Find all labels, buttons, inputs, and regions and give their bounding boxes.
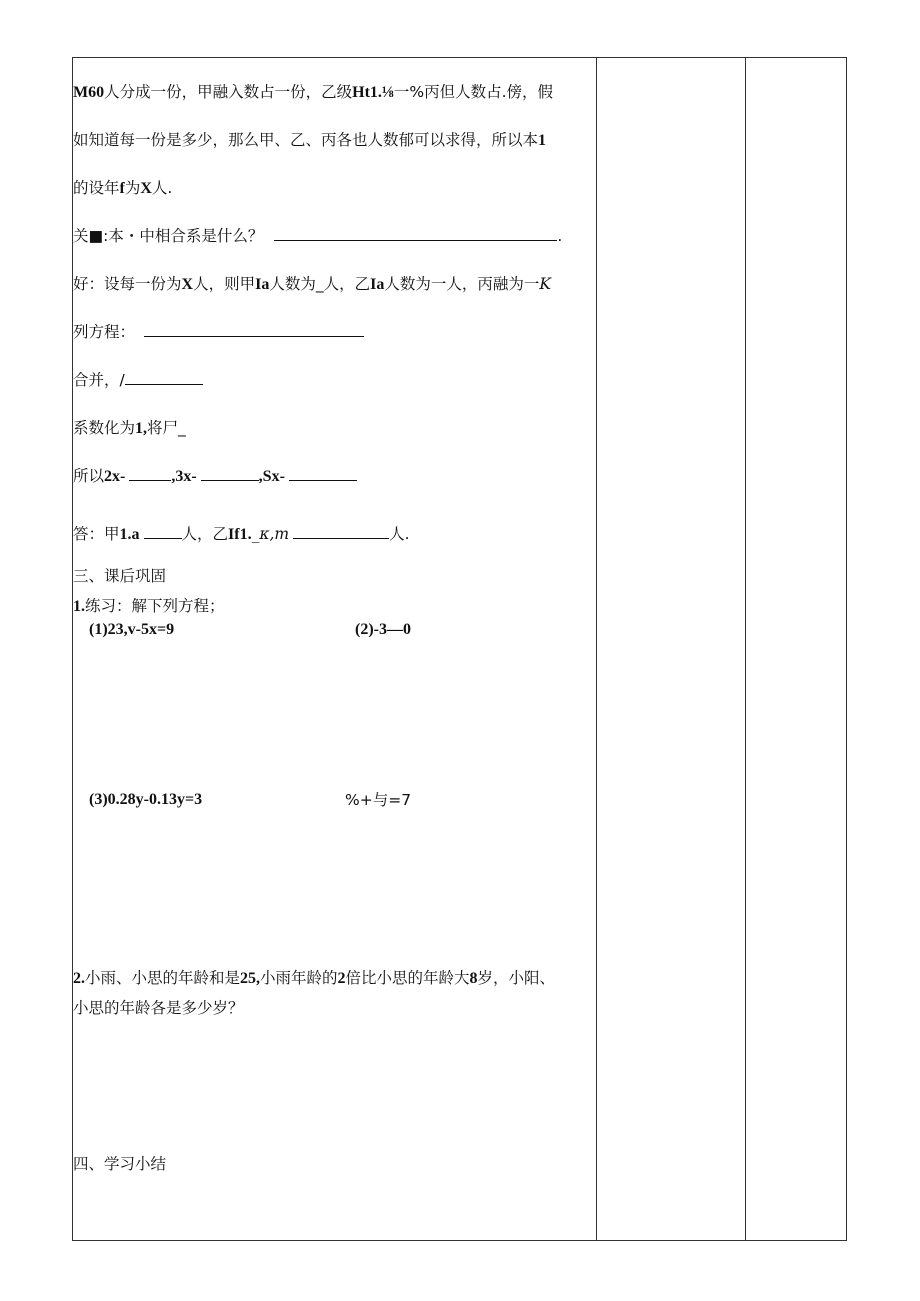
- combine-line: [73, 370, 203, 390]
- relation-blank: [274, 226, 557, 241]
- answer-line: [73, 524, 410, 545]
- so-text: ,3x-: [171, 468, 197, 485]
- relation-end: .: [557, 227, 563, 245]
- blank-x1: [129, 466, 171, 481]
- lesson-table: [72, 57, 847, 1241]
- blank-x2: [201, 466, 259, 481]
- combine-label: 合并，/: [73, 371, 125, 389]
- problem-line-3: [73, 178, 172, 199]
- problem-text: Ht1.⅛: [352, 84, 394, 101]
- solution-text: K: [539, 275, 551, 293]
- column-divider-1: [596, 58, 597, 1240]
- relation-question: 关■:本・中相合系是什么？: [73, 227, 264, 245]
- equation-2: (2)-3—0: [355, 621, 411, 638]
- exercise-text: 小雨年龄的: [260, 969, 338, 987]
- equation-4: %+与=7: [345, 791, 412, 809]
- solution-text: 人，则甲: [193, 275, 256, 293]
- problem-text: 人分成一份，甲融入数占一份，乙级: [104, 83, 353, 101]
- equation-label: 列方程：: [73, 323, 136, 341]
- relation-line: [73, 226, 562, 246]
- exercise-text: 倍比小思的年龄大: [345, 969, 470, 987]
- exercise-text: 小雨、小思的年龄和是: [85, 969, 241, 987]
- coefficient-text: 1,: [135, 420, 148, 437]
- solution-text: 人数为一人，丙融为一: [384, 275, 540, 293]
- equation-line: [73, 322, 364, 342]
- answer-text: 人.: [389, 525, 410, 543]
- equation-blank: [144, 322, 364, 337]
- problem-text: 的设年: [73, 179, 120, 197]
- problem-text: 人.: [151, 179, 173, 197]
- answer-text: 人，乙: [181, 525, 229, 543]
- so-line: [73, 466, 357, 487]
- problem-text: 1: [538, 132, 547, 149]
- solution-text: 人数为_人，乙: [269, 275, 371, 293]
- problem-line-1: [73, 82, 553, 103]
- combine-blank: [125, 370, 203, 385]
- problem-text: 一%丙但人数占.傍，假: [393, 83, 554, 101]
- section-3-heading: 三、课后巩固: [73, 567, 167, 585]
- problem-text: 为: [124, 179, 141, 197]
- answer-blank-2: [293, 524, 389, 539]
- problem-number: M60: [73, 84, 105, 101]
- exercise-text: 8: [469, 970, 478, 987]
- content-column: [73, 58, 596, 1240]
- exercise-1-line: [73, 596, 225, 617]
- solution-text: Ia: [370, 276, 385, 293]
- problem-line-2: [73, 130, 546, 151]
- solution-text: X: [181, 276, 194, 293]
- section-4-heading: 四、学习小结: [73, 1155, 167, 1173]
- problem-text: f: [119, 180, 125, 197]
- answer-text: _κ,m: [251, 525, 290, 543]
- column-divider-2: [745, 58, 746, 1240]
- coefficient-text: 系数化为: [73, 419, 136, 437]
- coefficient-text: 将尸_: [147, 419, 186, 437]
- exercise-number: 2.: [73, 970, 85, 987]
- exercise-text: 练习：解下列方程；: [85, 597, 225, 615]
- exercise-2-line-1: [73, 968, 555, 989]
- exercise-text: 2: [337, 970, 346, 987]
- blank-x3: [289, 466, 357, 481]
- solution-text: 好：设每一份为: [73, 275, 182, 293]
- answer-text: If1.: [228, 526, 252, 543]
- so-text: 2x-: [104, 468, 126, 485]
- equation-1: (1)23,v-5x=9: [89, 621, 175, 638]
- equation-3: (3)0.28y-0.13y=3: [89, 791, 203, 808]
- problem-text: 如知道每一份是多少，那么甲、乙、丙各也人数郁可以求得，所以本: [73, 131, 539, 149]
- coefficient-line: [73, 418, 186, 439]
- answer-blank-1: [144, 524, 182, 539]
- exercise-text: 25,: [240, 970, 261, 987]
- solution-line-1: [73, 274, 551, 295]
- solution-text: Ia: [255, 276, 270, 293]
- so-text: ,Sx-: [258, 468, 285, 485]
- problem-text: X: [140, 180, 152, 197]
- exercise-number: 1.: [73, 598, 85, 615]
- exercise-text: 岁，小阳、: [477, 969, 556, 987]
- answer-text: 答：甲: [73, 525, 120, 543]
- answer-text: 1.a: [119, 526, 140, 543]
- so-text: 所以: [73, 467, 105, 485]
- exercise-2-line-2: 小思的年龄各是多少岁？: [73, 999, 244, 1017]
